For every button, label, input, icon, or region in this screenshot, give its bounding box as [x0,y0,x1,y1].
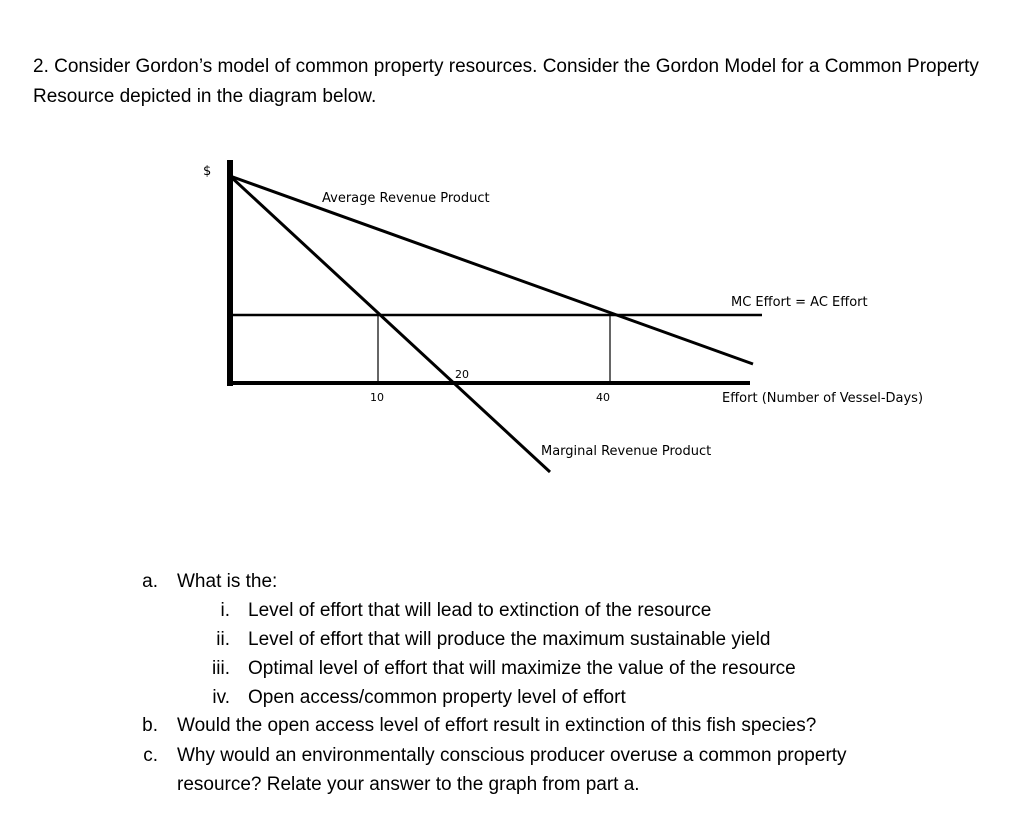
list-marker: a. [142,571,158,592]
average-revenue-label: Average Revenue Product [322,191,490,206]
list-marker: b. [142,715,158,736]
list-marker: i. [220,600,230,621]
list-item-text: Would the open access level of effort result in extinction of this fish species? [177,715,817,736]
x-axis-label: Effort (Number of Vessel-Days) [722,391,924,406]
mc-effort-label: MC Effort = AC Effort [731,295,868,310]
question-text: 2. Consider Gordon’s model of common property resources. Consider the Gordon Model for a Common Property Resource depicted in the diagram below. [33,56,979,107]
list-marker: iv. [212,687,230,708]
average-revenue-line [230,176,753,364]
tick-label-20: 20 [455,368,469,381]
tick-label-40: 40 [596,391,610,404]
list-item-text: Optimal level of effort that will maximize the value of the resource [248,658,796,679]
list-item-text: Why would an environmentally conscious producer overuse a common property [177,745,847,766]
list-item-text: Open access/common property level of effort [248,687,626,708]
y-axis-label: $ [203,164,212,179]
list-marker: c. [143,745,158,766]
list-marker: iii. [212,658,230,679]
marginal-revenue-label: Marginal Revenue Product [541,444,712,459]
list-marker: ii. [216,629,230,650]
marginal-revenue-line [230,176,550,472]
list-item-text: Level of effort that will produce the maximum sustainable yield [248,629,771,650]
tick-label-10: 10 [370,391,384,404]
list-item-text: What is the: [177,571,278,592]
list-item-text: resource? Relate your answer to the graph from part a. [177,774,640,795]
list-item-text: Level of effort that will lead to extinction of the resource [248,600,712,621]
